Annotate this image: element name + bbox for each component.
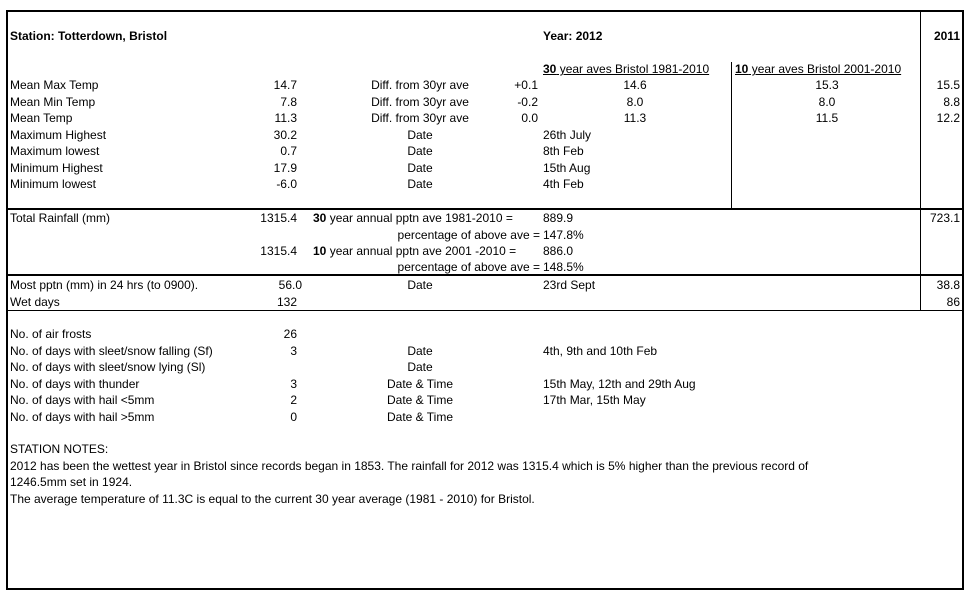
temp-row-value: 17.9	[273, 160, 297, 175]
count-row-label: No. of air frosts	[10, 327, 92, 341]
rainfall-label: Total Rainfall (mm)	[10, 211, 111, 225]
divider-10yr-column	[731, 62, 732, 208]
temp-row-diff: -0.2	[517, 94, 538, 109]
count-row-label: No. of days with sleet/snow lying (Sl)	[10, 360, 206, 374]
notes-line-2: 1246.5mm set in 1924.	[10, 475, 133, 489]
count-row-mid: Date & Time	[386, 409, 454, 424]
temp-row-date: 26th July	[543, 127, 592, 142]
temp-row-value: 11.3	[274, 111, 297, 125]
temp-row-mid: Diff. from 30yr ave	[371, 111, 469, 125]
count-row-date: 4th, 9th and 10th Feb	[543, 343, 658, 358]
temp-row-ave30: 14.6	[623, 78, 647, 92]
count-row-label: No. of days with thunder	[10, 376, 140, 391]
most-pptn-label: Most pptn (mm) in 24 hrs (to 0900).	[10, 278, 199, 292]
count-row-date: 15th May, 12th and 29th Aug	[543, 376, 696, 391]
temp-row-mid: Date	[407, 177, 433, 191]
rainfall-pct1-value: 147.8%	[543, 228, 584, 242]
temp-row-value: 14.7	[273, 78, 297, 92]
temp-row-ave10: 8.0	[818, 94, 836, 109]
temp-row-ave30: 11.3	[623, 111, 647, 125]
temp-row-diff: 0.0	[521, 111, 538, 125]
rainfall-ave10-value: 886.0	[543, 244, 574, 258]
temp-row-mid: Diff. from 30yr ave	[371, 94, 469, 109]
temp-row-label: Minimum Highest	[10, 160, 103, 175]
temp-row-mid: Date	[407, 144, 433, 158]
prev-year-title: 2011	[933, 29, 960, 43]
temp-row-diff: +0.1	[514, 78, 538, 92]
temp-row-date: 8th Feb	[543, 144, 584, 158]
ave30-header: 30 year aves Bristol 1981-2010	[543, 62, 710, 76]
count-row-mid: Date & Time	[386, 393, 454, 407]
divider-rainfall-most	[7, 274, 963, 276]
most-pptn-date: 23rd Sept	[543, 278, 596, 292]
wet-days-label: Wet days	[10, 295, 60, 309]
count-row-label: No. of days with hail >5mm	[10, 409, 155, 424]
temp-row-label: Mean Min Temp	[10, 94, 96, 109]
count-row-mid: Date	[407, 343, 433, 358]
station-title: Station: Totterdown, Bristol	[10, 29, 168, 43]
temp-row-value: 0.7	[280, 144, 297, 158]
count-row-label: No. of days with hail <5mm	[10, 393, 155, 407]
rainfall-pct1-label: percentage of above ave =	[397, 228, 540, 242]
temp-row-label: Mean Temp	[10, 111, 73, 125]
count-row-mid: Date & Time	[386, 376, 454, 391]
count-row-value: 3	[290, 376, 297, 391]
divider-2011-column	[920, 11, 921, 311]
temp-row-ave10: 15.3	[815, 78, 839, 92]
notes-title: STATION NOTES:	[10, 442, 109, 456]
temp-row-label: Minimum lowest	[10, 177, 97, 191]
most-pptn-value: 56.0	[278, 278, 302, 292]
temp-row-ave10: 11.5	[815, 111, 839, 125]
wet-days-prev: 86	[946, 295, 960, 309]
notes-line-1: 2012 has been the wettest year in Bristol since records began in 1853. The rainfall for 2012 was 1315.4 which is 5% higher than the previous record of	[10, 459, 809, 473]
count-row-mid: Date	[407, 360, 433, 374]
rainfall-value-2: 1315.4	[260, 244, 297, 258]
divider-most-counts	[7, 310, 963, 311]
rainfall-prev: 723.1	[929, 211, 960, 225]
ave10-header: 10 year aves Bristol 2001-2010	[735, 62, 902, 76]
count-row-value: 2	[290, 393, 297, 407]
year-title: Year: 2012	[543, 29, 603, 43]
most-pptn-prev: 38.8	[936, 278, 960, 292]
rainfall-ave30-line: 30 year annual pptn ave 1981-2010 =	[313, 211, 513, 225]
temp-row-label: Maximum Highest	[10, 127, 107, 142]
count-row-label: No. of days with sleet/snow falling (Sf)	[10, 343, 213, 358]
temp-row-prev: 12.2	[936, 111, 960, 125]
temp-row-label: Mean Max Temp	[10, 78, 99, 92]
temp-row-prev: 8.8	[943, 94, 960, 109]
rainfall-pct2-label: percentage of above ave =	[397, 260, 540, 274]
count-row-value: 3	[290, 343, 297, 358]
rainfall-value-1: 1315.4	[260, 211, 297, 225]
rainfall-pct2-value: 148.5%	[543, 260, 584, 274]
rainfall-ave30-value: 889.9	[543, 211, 574, 225]
count-row-date: 17th Mar, 15th May	[543, 393, 646, 407]
temp-row-value: -6.0	[276, 177, 297, 191]
temp-row-ave30: 8.0	[626, 94, 644, 109]
temp-row-prev: 15.5	[936, 78, 960, 92]
rainfall-ave10-line: 10 year annual pptn ave 2001 -2010 =	[313, 244, 517, 258]
wet-days-value: 132	[276, 295, 297, 309]
temp-row-date: 15th Aug	[543, 160, 591, 175]
count-row-value: 26	[283, 327, 297, 341]
temp-row-date: 4th Feb	[543, 177, 584, 191]
divider-temps-rainfall	[7, 208, 963, 210]
temp-row-label: Maximum lowest	[10, 144, 100, 158]
temp-row-value: 7.8	[280, 94, 297, 109]
notes-line-3: The average temperature of 11.3C is equal to the current 30 year average (1981 - 2010) for Bristol.	[10, 492, 535, 506]
count-row-value: 0	[290, 409, 297, 424]
temp-row-mid: Date	[407, 160, 433, 175]
temp-row-mid: Date	[407, 127, 433, 142]
most-pptn-date-label: Date	[407, 278, 433, 292]
temp-row-mid: Diff. from 30yr ave	[371, 78, 469, 92]
temp-row-value: 30.2	[273, 127, 297, 142]
